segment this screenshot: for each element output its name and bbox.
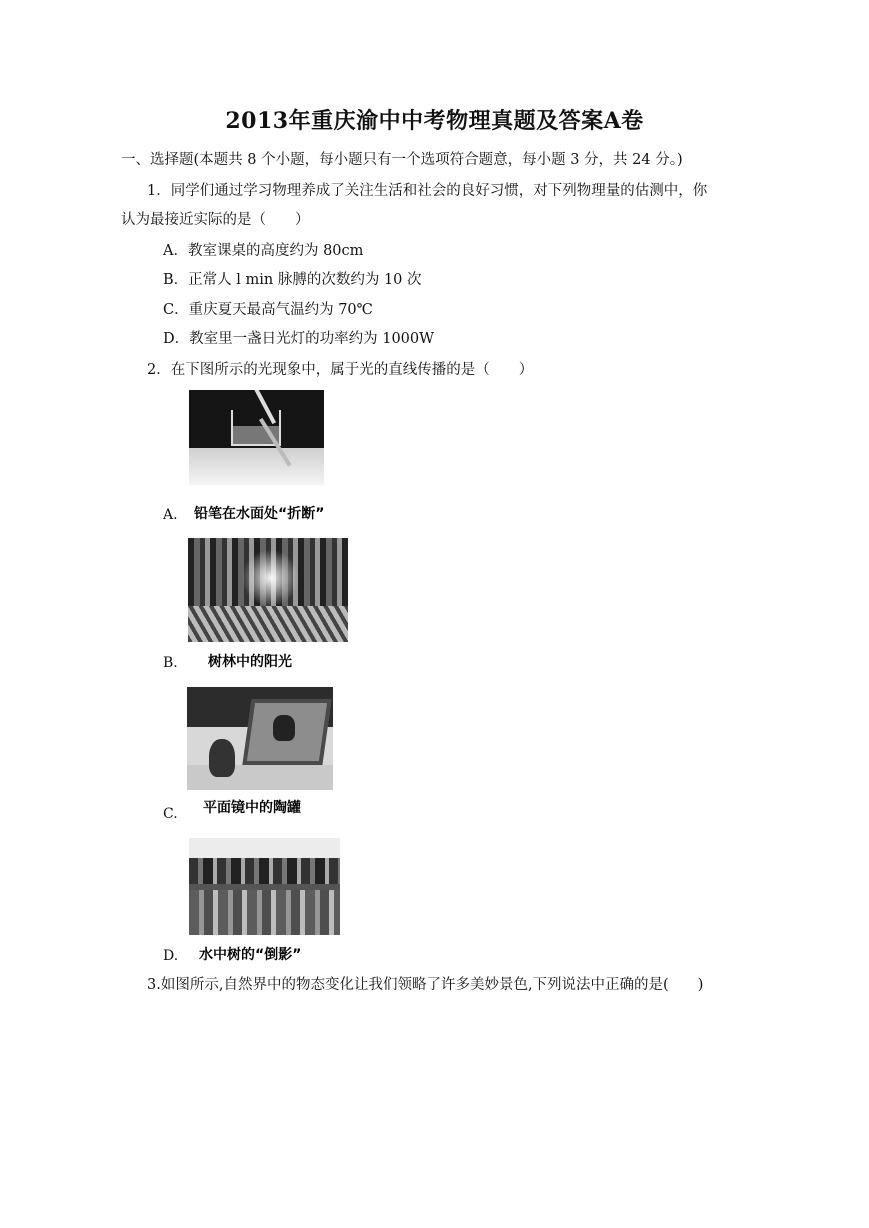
question-1-line-2: 认为最接近实际的是（ ） bbox=[121, 212, 310, 228]
question-2-option-a-label: A. bbox=[163, 507, 178, 523]
forest-sunlight-image bbox=[188, 538, 348, 642]
question-2-option-b-caption: 树林中的阳光 bbox=[208, 654, 292, 670]
section-heading: 一、选择题(本题共 8 个小题，每小题只有一个选项符合题意，每小题 3 分，共 24 分。) bbox=[121, 152, 683, 168]
document-title: 2013年重庆渝中中考物理真题及答案A卷 bbox=[225, 108, 644, 134]
tree-reflection-image bbox=[189, 838, 340, 935]
pencil-in-water-image bbox=[189, 390, 324, 485]
question-1-option-d: D．教室里一盏日光灯的功率约为 1000W bbox=[163, 331, 435, 347]
question-2-option-d-caption: 水中树的“倒影” bbox=[199, 947, 302, 963]
question-1-option-b: B．正常人 l min 脉膊的次数约为 10 次 bbox=[163, 272, 422, 288]
question-1-option-a: A．教室课桌的高度约为 80cm bbox=[163, 243, 364, 259]
question-2-option-a-caption: 铅笔在水面处“折断” bbox=[194, 506, 325, 522]
mirror-jar-image bbox=[187, 687, 333, 790]
question-1-option-c: C．重庆夏天最高气温约为 70℃ bbox=[163, 302, 373, 318]
question-3-stem: 3.如图所示,自然界中的物态变化让我们领略了许多美妙景色,下列说法中正确的是( ) bbox=[147, 977, 704, 993]
question-2-stem: 2．在下图所示的光现象中，属于光的直线传播的是（ ） bbox=[147, 362, 534, 378]
question-1-line-1: 1．同学们通过学习物理养成了关注生活和社会的良好习惯，对下列物理量的估测中，你 bbox=[147, 183, 708, 199]
question-2-option-d-label: D. bbox=[163, 948, 179, 964]
question-2-option-c-label: C. bbox=[163, 806, 178, 822]
question-2-option-b-label: B. bbox=[163, 655, 178, 671]
question-2-option-c-caption: 平面镜中的陶罐 bbox=[203, 800, 301, 816]
